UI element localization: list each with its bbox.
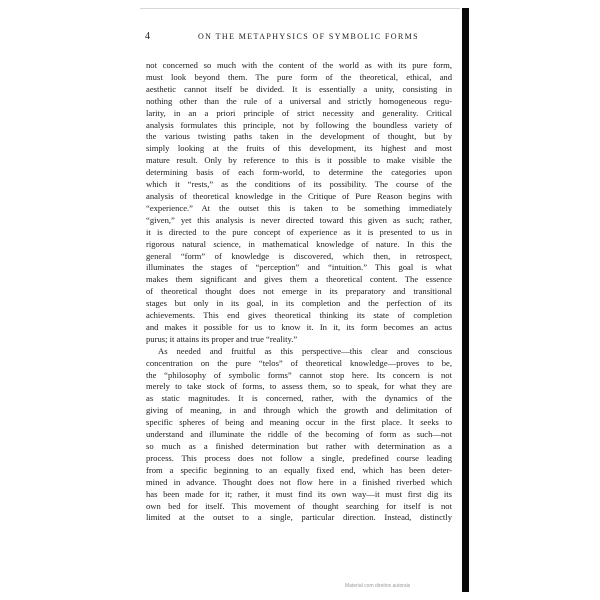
text-line: stages but only in its goal, in its completion and the perfection of its [146, 298, 452, 309]
text-line: giving of meaning, in and through which the growth and delimitation of [146, 405, 452, 416]
text-line: makes them significant and gives them a theoretical content. The essence [146, 274, 452, 285]
text-line: “experience.” At the outset this is taken to be something immediately [146, 202, 452, 213]
text-line: analysis formulates this principle, not by following the boundless variety of [146, 119, 452, 130]
text-line: nothing other than the rule of a universal and strictly homogeneous regu- [146, 95, 452, 106]
text-line: from a specific beginning to an equally fixed end, which has been deter- [146, 464, 452, 475]
running-head: ON THE METAPHYSICS OF SYMBOLIC FORMS [198, 32, 419, 41]
text-line: which it “rests,” as the conditions of its possibility. The course of the [146, 179, 452, 190]
text-line: and makes it possible for us to know it. In it, its form becomes an actus [146, 321, 452, 332]
text-line: limited at the outset to a single, particular direction. Instead, distinctly [146, 512, 452, 523]
text-line: rigorous natural science, in mathematical knowledge of nature. In this the [146, 238, 452, 249]
text-line: mined in advance. Thought does not flow here in a finished riverbed which [146, 476, 452, 487]
text-line: mature result. Only by reference to this is it possible to make visible the [146, 155, 452, 166]
text-line: so much as a finished determination but rather with determination as a [146, 441, 452, 451]
watermark-text: Material com direitos autorais [345, 583, 411, 589]
text-line: merely to take stock of forms, to assess them, so to speak, for what they are [146, 381, 452, 392]
text-line: of theoretical thought does not emerge in its preparatory and transitional [146, 286, 452, 297]
body-text [146, 60, 452, 524]
text-line: As needed and fruitful as this perspective—this clear and conscious [158, 345, 452, 356]
text-line: larity, in an a priori principle of strict necessity and generality. Critical [146, 107, 452, 118]
text-line: the “philosophy of symbolic forms” cannot stop here. Its concern is not [146, 369, 452, 380]
text-line: general “form” of knowledge is discovered, which then, in retrospect, [146, 250, 452, 261]
text-line: achievements. This end gives theoretical thinking its state of completion [146, 310, 452, 321]
paragraph-2 [146, 346, 452, 525]
text-line: specific spheres of being and meaning occur in the first place. It seeks to [146, 417, 452, 428]
page-number: 4 [145, 31, 151, 42]
top-edge-rule [140, 8, 460, 9]
text-line: must look beyond them. The pure form of the theoretical, ethical, and [146, 71, 452, 82]
text-line: simply looking at the fruits of this development, its highest and most [146, 143, 452, 154]
text-line: aesthetic cannot itself be divided. It is essentially a unity, consisting in [146, 83, 452, 94]
text-line: has been made for it; rather, it must find its own way—it must first dig its [146, 488, 452, 499]
text-line: not concerned so much with the content of the world as with its pure form, [146, 60, 452, 70]
text-line: understand and illuminate the riddle of the becoming of form as such—not [146, 429, 452, 440]
text-line: “given,” yet this analysis is never directed toward this given as such; rather, [146, 214, 452, 225]
text-line: purus; it attains its proper and true “reality.” [146, 333, 298, 344]
text-line: it is directed to the pure concept of experience as it is presented to us in [146, 226, 452, 237]
text-line: as static magnitudes. It is concerned, rather, with the dynamics of the [146, 393, 452, 404]
text-line: process. This process does not follow a single, predefined course leading [146, 452, 452, 463]
text-line: own bed for itself. This movement of thought searching for itself is not [146, 500, 452, 511]
scan-edge-bar [462, 8, 469, 592]
text-line: the various twisting paths taken in the development of thought, but by [146, 131, 452, 142]
text-line: illuminates the stages of “perception” and “intuition.” This goal is what [146, 262, 452, 273]
text-line: concentration on the pure “telos” of theoretical knowledge—proves to be, [146, 357, 452, 368]
paragraph-1 [146, 60, 452, 346]
text-line: determining basis of each form-world, to determine the categories upon [146, 167, 452, 178]
text-line: analysis of theoretical knowledge in the Critique of Pure Reason begins with [146, 190, 452, 201]
